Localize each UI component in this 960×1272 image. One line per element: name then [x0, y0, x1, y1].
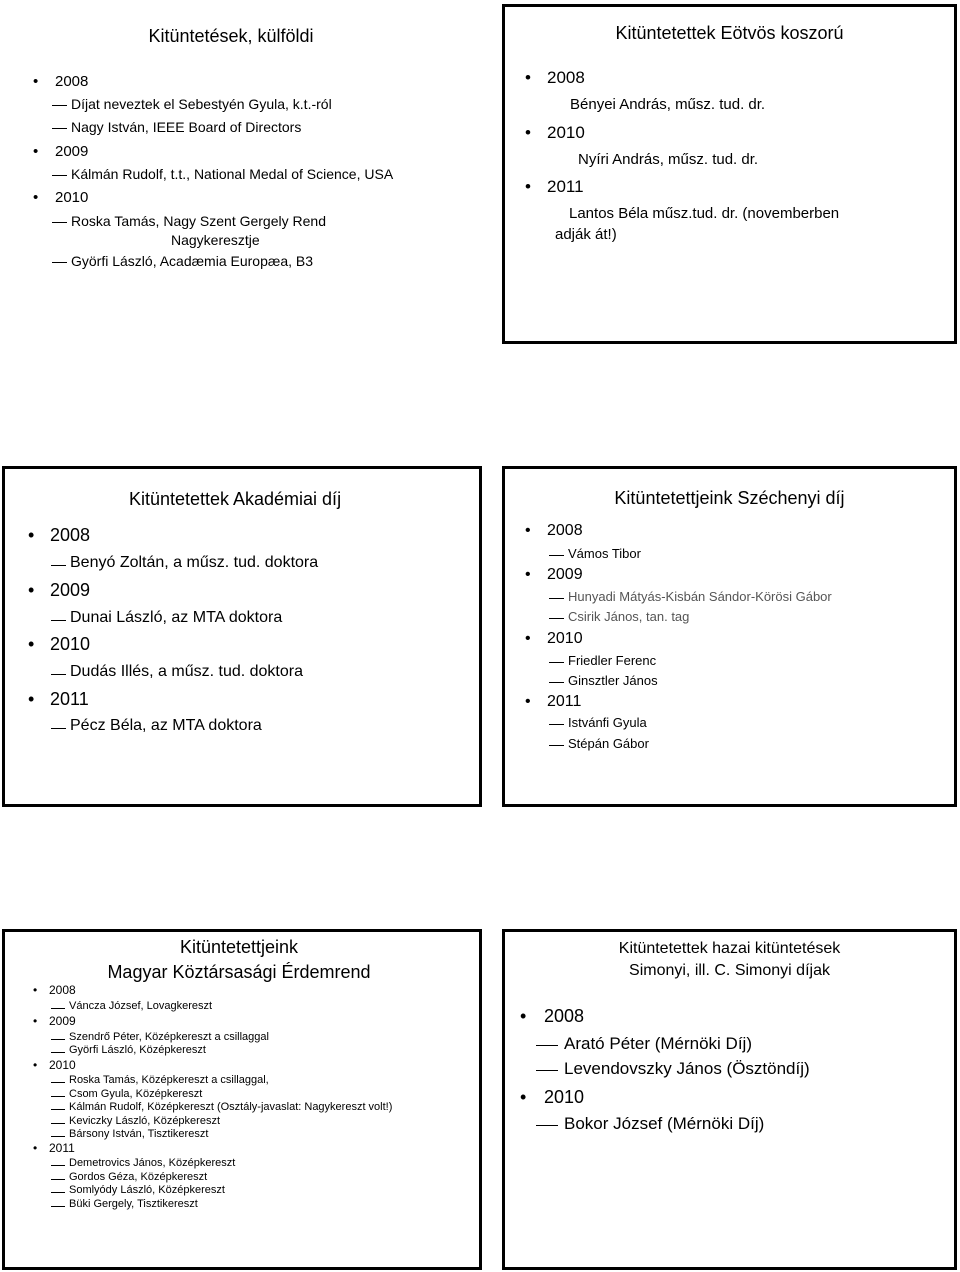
slide-title-line1: Kitüntetettjeink: [179, 937, 299, 957]
award-item: Lantos Béla műsz.tud. dr. (novemberben: [569, 205, 840, 222]
year-item: • 2008: [547, 69, 585, 86]
award-item: Csom Gyula, Középkereszt: [69, 1088, 203, 1100]
year-item: • 2008: [55, 74, 88, 89]
award-item: Pécz Béla, az MTA doktora: [70, 717, 262, 734]
award-item-continuation: Nagykeresztje: [171, 232, 260, 248]
award-item: Kálmán Rudolf, Középkereszt (Osztály-javaslat: Nagykereszt volt!): [69, 1101, 393, 1113]
award-item-continuation: adják át!): [555, 226, 617, 243]
year-item: • 2011: [50, 690, 89, 708]
slide-akademiai-dij: [2, 466, 482, 807]
award-item: Csirik János, tan. tag: [568, 609, 690, 624]
year-item: • 2009: [55, 144, 88, 159]
slide-title: Kitüntetettek Akadémiai díj: [128, 489, 342, 509]
year-item: • 2010: [50, 635, 90, 653]
award-item: Somlyódy László, Középkereszt: [69, 1184, 225, 1196]
slide-title-line2: Simonyi, ill. C. Simonyi díjak: [629, 962, 830, 979]
year-item: • 2010: [547, 631, 583, 647]
award-item: Demetrovics János, Középkereszt: [69, 1157, 236, 1169]
slide-szechenyi-dij: [502, 466, 957, 807]
award-item: Dudás Illés, a műsz. tud. doktora: [70, 663, 303, 680]
year-item: • 2010: [547, 124, 585, 141]
award-item: Stépán Gábor: [568, 736, 649, 751]
year-item: • 2010: [544, 1088, 584, 1106]
award-item: Bényei András, műsz. tud. dr.: [570, 96, 766, 113]
slide-title: Kitüntetések, külföldi: [148, 26, 314, 46]
award-item: Roska Tamás, Nagy Szent Gergely Rend: [71, 213, 326, 229]
award-item: Vámos Tibor: [568, 546, 641, 561]
year-item: • 2009: [547, 567, 583, 583]
year-item: • 2011: [547, 178, 584, 195]
year-item: • 2010: [55, 190, 88, 205]
year-item: • 2008: [544, 1007, 584, 1025]
award-item: Friedler Ferenc: [568, 653, 657, 668]
slide-title-line1: Kitüntetettek hazai kitüntetések: [618, 940, 841, 957]
slide-title-line2: Magyar Köztársasági Érdemrend: [107, 962, 371, 982]
slide-kituntetesek-kulfoldi: [2, 0, 482, 345]
award-item: Istvánfi Gyula: [568, 715, 647, 730]
award-item: Roska Tamás, Középkereszt a csillaggal,: [69, 1074, 269, 1086]
award-item: Díjat neveztek el Sebestyén Gyula, k.t.-ról: [71, 96, 332, 112]
award-item: Benyó Zoltán, a műsz. tud. doktora: [70, 554, 319, 571]
award-item: Bokor József (Mérnöki Díj): [564, 1114, 765, 1133]
award-item: Büki Gergely, Tisztikereszt: [69, 1198, 198, 1210]
slide-title: Kitüntetettjeink Széchenyi díj: [614, 488, 845, 508]
slide-magyar-koztarsasagi-erdemrend: [2, 929, 482, 1270]
award-item: Nagy István, IEEE Board of Directors: [71, 119, 302, 135]
award-item: Györfi László, Acadæmia Europæa, B3: [71, 253, 314, 269]
award-item: Levendovszky János (Ösztöndíj): [564, 1059, 810, 1078]
award-item: Györfi László, Középkereszt: [69, 1044, 206, 1056]
award-item: Gordos Géza, Középkereszt: [69, 1171, 208, 1183]
award-item: Kálmán Rudolf, t.t., National Medal of Science, USA: [71, 166, 394, 182]
year-item: • 2009: [49, 1015, 76, 1027]
year-item: • 2011: [547, 694, 581, 710]
award-item: Bársony István, Tisztikereszt: [69, 1128, 209, 1140]
year-item: • 2008: [547, 523, 583, 539]
year-item: • 2009: [50, 581, 90, 599]
year-item: • 2011: [49, 1142, 75, 1154]
award-item: Nyíri András, műsz. tud. dr.: [578, 151, 759, 168]
award-item: Dunai László, az MTA doktora: [70, 609, 283, 626]
award-item: Ginsztler János: [568, 673, 658, 688]
award-item: Váncza József, Lovagkereszt: [69, 1000, 213, 1012]
year-item: • 2008: [50, 526, 90, 544]
award-item: Arató Péter (Mérnöki Díj): [564, 1034, 752, 1053]
year-item: • 2008: [49, 984, 76, 996]
award-item: Keviczky László, Középkereszt: [69, 1115, 221, 1127]
year-item: • 2010: [49, 1059, 76, 1071]
slide-simonyi-dijak: [502, 929, 957, 1270]
award-item: Hunyadi Mátyás-Kisbán Sándor-Körösi Gábor: [568, 589, 832, 604]
slide-title: Kitüntetettek Eötvös koszorú: [615, 23, 844, 43]
award-item: Szendrő Péter, Középkereszt a csillaggal: [69, 1031, 269, 1043]
slide-eotvos-koszoru: [502, 4, 957, 344]
